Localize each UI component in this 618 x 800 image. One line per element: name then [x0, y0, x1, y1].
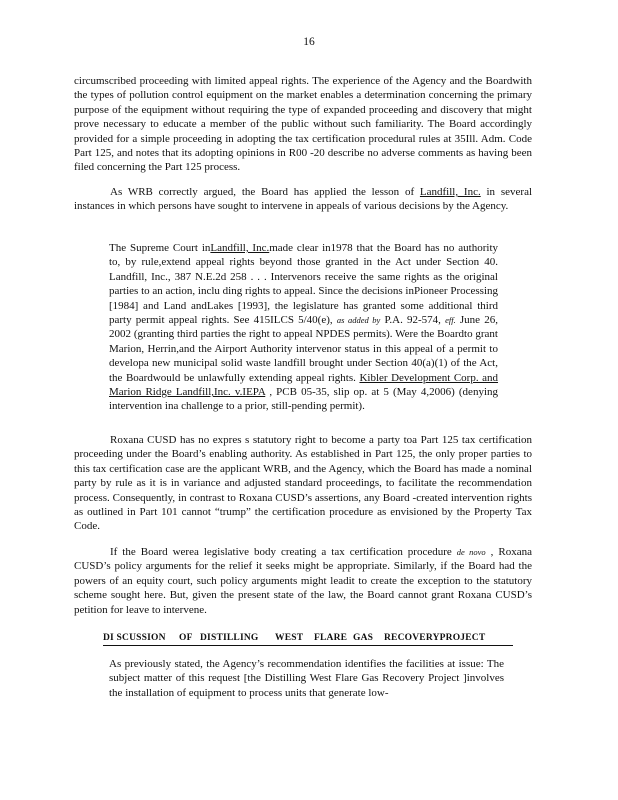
paragraph-text: in several instances in which persons have sought to intervene in appeals of various decisions by the Agency.	[74, 186, 533, 213]
heading-word: OF	[179, 633, 193, 643]
quote-text: The Supreme Court in	[109, 242, 211, 254]
paragraph-text: , Roxana CUSD’s policy arguments for the relief it seeks might be appropriate. Similarly, if the Board had the powers of an equity court, such policy arguments might leadit to create the exception to the statutory scheme sought here. But, given the present state of the law, the Board cannot grant Roxana CUSD’s petition for leave to intervene.	[74, 546, 532, 616]
heading-word: GAS	[353, 633, 374, 643]
quote-text: , PCB 05-35, slip op. at 5 (May 4,2006) (denying intervention ina challenge to a prior, still-pending permit).	[109, 386, 498, 413]
citation-signal: eff.	[445, 315, 456, 326]
latin-term: de novo	[456, 547, 486, 557]
heading-word: DI SCUSSION	[103, 633, 166, 643]
quote-text: P.A. 92-574,	[380, 314, 446, 327]
heading-word: FLARE	[314, 633, 348, 643]
paragraph-agency-recommendation: As previously stated, the Agency’s recommendation identifies the facilities at issue: The subject matter of this request [the Distilling West Flare Gas Recovery Project ]involves the installation of equipment to process units that generate low-	[109, 658, 504, 699]
paragraph-text: As WRB correctly argued, the Board has applied the lesson of	[110, 186, 420, 198]
paragraph-legislative-body	[74, 545, 532, 617]
heading-word: DISTILLING	[200, 633, 259, 643]
page-number: 16	[303, 36, 315, 48]
block-quote	[109, 241, 498, 414]
case-citation: Kibler Development Corp. and Marion Ridge Landfill,Inc. v.IEPA	[109, 371, 499, 399]
paragraph-roxana-cusd: Roxana CUSD has no expres s statutory right to become a party toa Part 125 tax certification proceeding under the Board’s enabling authority. As established in Part 125, the only proper parties to this tax certification case are the applicant WRB, and the Agency, which the Board has made a nominal party by rule as it is in variance and adjusted standard proceedings, to facilitate the recommendation process. Consequently, in contrast to Roxana CUSD’s assertions, any Board -created intervention rights as outlined in Part 101 cannot “trump” the certification procedure as envisioned by the Property Tax Code.	[74, 434, 532, 533]
heading-word: WEST	[275, 633, 304, 643]
paragraph-wrb-argued	[74, 185, 532, 214]
section-heading	[103, 631, 513, 646]
quote-text: June 26, 2002 (granting third parties the right to appeal NPDES permits). Were the Boardto grant Marion, Herrin,and the Airport Authority intervenor status in this appeal of a permit to developa new municipal solid waste landfill brought under Section 40(a)(1) of the Act, the Boardwould be unlawfully extending appeal rights.	[109, 314, 498, 384]
paragraph-text: If the Board werea legislative body creating a tax certification procedure	[110, 546, 457, 558]
citation-signal: as added by	[336, 315, 381, 326]
heading-word: RECOVERYPROJECT	[384, 633, 486, 643]
case-citation: Landfill, Inc.	[210, 242, 270, 254]
quote-text: made clear in1978 that the Board has no authority to, by rule,extend appeal rights beyond those granted in the Act under Section 40. Landfill, Inc., 387 N.E.2d 258 . . . Intervenors receive the same rights as the original parties to an action, inclu ding rights to appeal. Since the decisions inPioneer Processing [1984] and Land andLakes [1993], the legislature has granted some additional third party permit appeal rights. See 415ILCS 5/40(e),	[109, 242, 499, 327]
paragraph-circumscribed-proceeding: circumscribed proceeding with limited appeal rights. The experience of the Agency and the Boardwith the types of pollution control equipment on the market enables a determination concerning the primary purpose of the equipment without requiring the type of expanded proceeding and discovery that might prove necessary to educate a member of the public without such familiarity. The Board accordingly provided for a simple proceeding in adopting the tax certification procedural rules at 35Ill. Adm. Code Part 125, and notes that its adopting opinions in R00 -20 describe no adverse comments as having been filed concerning the Part 125 process.	[74, 75, 532, 174]
case-citation: Landfill, Inc.	[419, 186, 481, 198]
